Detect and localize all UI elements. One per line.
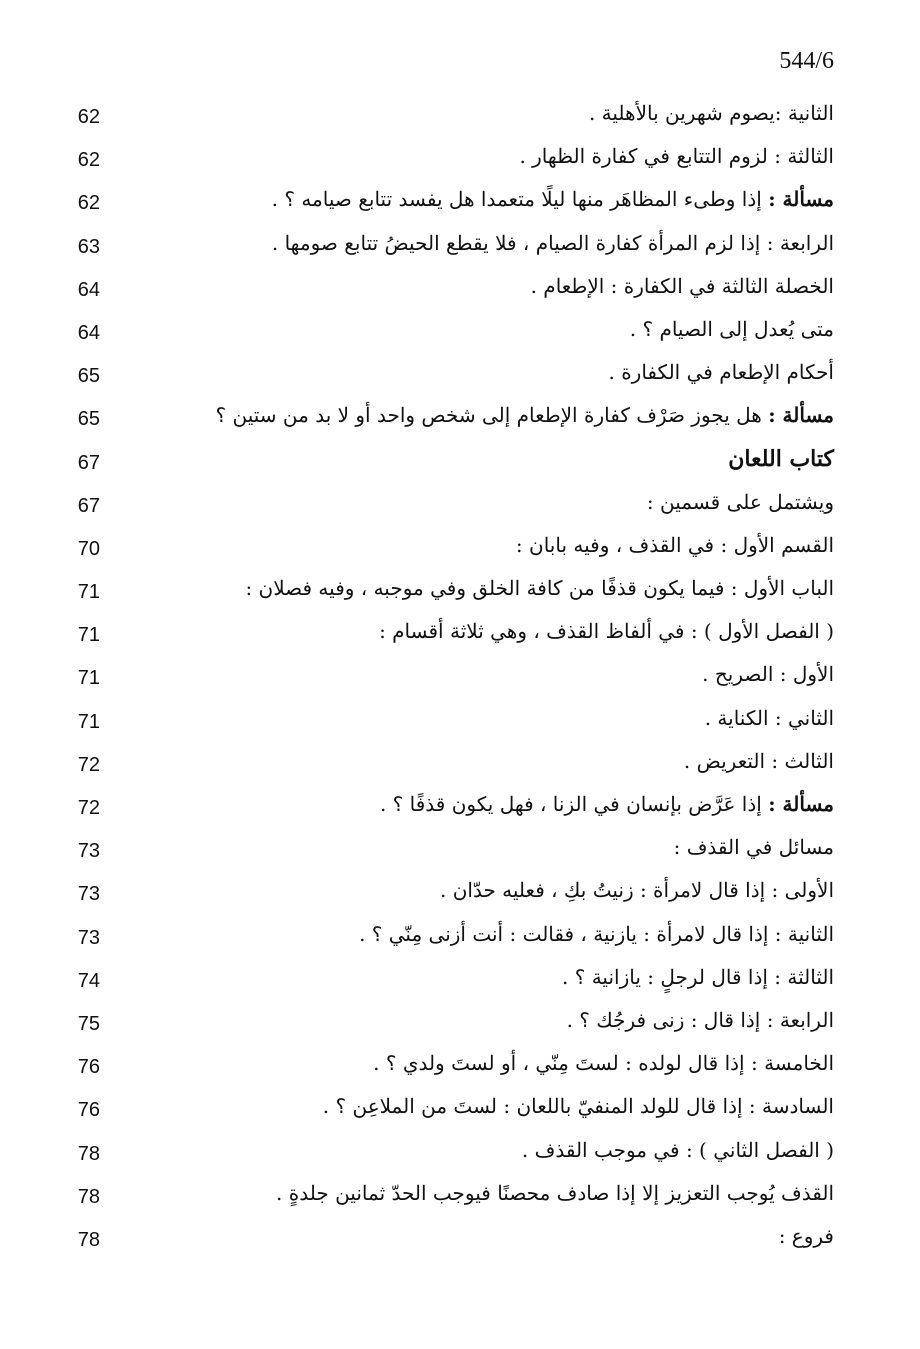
toc-entry: [0, 526, 920, 569]
toc-entry-title: الثانية : إذا قال لامرأة : يازنية ، فقالت : أنت أزنى مِنّي ؟ .: [359, 921, 834, 946]
toc-page-number: 76: [77, 1099, 100, 1122]
toc-entry-title: السادسة : إذا قال للولد المنفيّ باللعان : لستَ من الملاعِن ؟ .: [322, 1094, 834, 1119]
toc-page-number: 73: [77, 926, 100, 949]
toc-page-number: 72: [77, 797, 100, 819]
toc-entry-title: ( الفصل الثاني ) : في موجب القذف .: [521, 1137, 834, 1162]
toc-entry-title: الرابعة : إذا لزم المرأة كفارة الصيام ، فلا يقطع الحيضُ تتابع صومها .: [271, 230, 834, 255]
toc-entry-text: [276, 1178, 834, 1208]
toc-page-number: 63: [77, 235, 100, 258]
toc-entry-title: أحكام الإطعام في الكفارة .: [608, 360, 834, 385]
toc-entry-text: [779, 1221, 834, 1251]
toc-entry-title: إذا عَرَّض بإنسان في الزنا ، فهل يكون قذفًا ؟ .: [379, 792, 769, 816]
toc-entry-title: الباب الأول : فيما يكون قذفًا من كافة الخلق وفي موجبه ، وفيه فصلان :: [245, 576, 834, 601]
toc-page-number: 71: [77, 581, 100, 604]
toc-entry: [0, 1217, 920, 1260]
toc-entry: [0, 871, 920, 914]
toc-entry-text: [359, 919, 834, 949]
toc-entry-title: القسم الأول : في القذف ، وفيه بابان :: [515, 532, 834, 557]
toc-entry: [0, 1131, 920, 1174]
toc-page-number: 71: [77, 624, 100, 647]
toc-page-number: 78: [77, 1142, 100, 1165]
toc-entry-text: [379, 616, 834, 646]
toc-entry: [0, 612, 920, 655]
toc-entry: [0, 915, 920, 958]
toc-page-number: 67: [77, 451, 100, 474]
toc-entry-title: الثاني : الكناية .: [704, 705, 834, 730]
toc-entry: [0, 569, 920, 612]
toc-entry: [0, 137, 920, 180]
toc-page-number: 65: [77, 408, 100, 431]
toc-entry-text: [684, 746, 834, 776]
toc-entry-text: [323, 1091, 834, 1121]
toc-page-number: 65: [77, 365, 100, 388]
toc-page-number: 71: [77, 710, 100, 733]
toc-entry-title: الخصلة الثالثة في الكفارة : الإطعام .: [530, 273, 834, 298]
toc-section-heading: [728, 444, 834, 474]
toc-page-number: 62: [77, 192, 100, 215]
toc-entry-text: [272, 184, 834, 214]
toc-entry: [0, 267, 920, 310]
toc-entry: [0, 224, 920, 267]
toc-entry: [0, 94, 920, 137]
toc-entry-text: [373, 1048, 834, 1078]
toc-page-number: 73: [77, 883, 100, 906]
toc-entry: [0, 742, 920, 785]
toc-entry: [0, 1087, 920, 1130]
toc-entry-label: مسألة :: [768, 792, 834, 816]
toc-entry-title: الثالثة : لزوم التتابع في كفارة الظهار .: [519, 144, 834, 169]
toc-entry-text: [516, 530, 834, 560]
toc-entry-text: [519, 141, 834, 171]
toc-entry-title: فروع :: [778, 1223, 834, 1248]
toc-entry-title: القذف يُوجب التعزيز إلا إذا صادف محصنًا فيوجب الحدّ ثمانين جلدةٍ .: [276, 1180, 834, 1205]
toc-entry-text: [705, 703, 834, 733]
toc-page-number: 64: [77, 321, 100, 344]
toc-page-number: 71: [77, 667, 100, 690]
toc-entry-text: [567, 1005, 834, 1035]
toc-entry-title: الأولى : إذا قال لامرأة : زنيتُ بكِ ، فعليه حدّان .: [439, 878, 834, 903]
toc-entry-text: [608, 357, 834, 387]
toc-entry-text: [647, 487, 834, 517]
toc-entry: [0, 440, 920, 483]
toc-entry-text: [531, 271, 834, 301]
toc-entry: [0, 483, 920, 526]
toc-entry: [0, 958, 920, 1001]
toc-entry: [0, 699, 920, 742]
toc-entry: [0, 180, 920, 223]
toc-page-number: 76: [77, 1056, 100, 1079]
page-reference: 544/6: [779, 48, 834, 74]
toc-entry-text: [589, 98, 834, 128]
toc-page-number: 67: [77, 494, 100, 517]
toc-entry-text: [702, 659, 834, 689]
toc-entry: [0, 353, 920, 396]
toc-entry-text: [562, 962, 834, 992]
toc-entry-text: [380, 789, 834, 819]
toc-entry-text: [630, 314, 834, 344]
toc-entry-title: الثالثة : إذا قال لرجلٍ : يازانية ؟ .: [562, 964, 834, 989]
toc-page-number: 75: [77, 1012, 100, 1035]
toc-entry: [0, 655, 920, 698]
toc-entry-title: ( الفصل الأول ) : في ألفاظ القذف ، وهي ثلاثة أقسام :: [379, 619, 834, 644]
toc-entry-title: إذا وطىء المظاهَر منها ليلًا متعمدا هل يفسد تتابع صيامه ؟ .: [271, 187, 769, 212]
toc-page-number: 78: [77, 1185, 100, 1208]
toc-page-number: 72: [77, 753, 100, 776]
toc-entry-text: [440, 875, 834, 905]
table-of-contents: [0, 94, 920, 1260]
toc-entry-title: الثالث : التعريض .: [683, 748, 834, 773]
toc-page-number: 74: [77, 969, 100, 992]
toc-page-number: 70: [77, 537, 100, 560]
toc-entry-title: الثانية :يصوم شهرين بالأهلية .: [588, 101, 834, 125]
toc-page-number: 73: [77, 840, 100, 863]
toc-entry-title: هل يجوز صَرْف كفارة الإطعام إلى شخص واحد أو لا بد من ستين ؟: [215, 403, 769, 428]
toc-entry: [0, 396, 920, 439]
toc-entry-title: متى يُعدل إلى الصيام ؟ .: [629, 316, 834, 341]
toc-entry-title: الرابعة : إذا قال : زنى فرجُك ؟ .: [566, 1007, 834, 1032]
toc-entry: [0, 1001, 920, 1044]
toc-entry-text: [674, 832, 834, 862]
toc-entry: [0, 310, 920, 353]
toc-entry: [0, 785, 920, 828]
toc-entry-title: كتاب اللعان: [728, 445, 834, 472]
toc-page-number: 62: [77, 106, 100, 128]
toc-entry-title: مسائل في القذف :: [673, 835, 834, 860]
toc-entry-text: [216, 400, 834, 430]
toc-entry-title: الخامسة : إذا قال لولده : لستَ مِنّي ، أو لستَ ولدي ؟ .: [373, 1051, 834, 1076]
toc-entry-title: الأول : الصريح .: [702, 662, 834, 687]
toc-page-number: 64: [77, 278, 100, 301]
toc-entry-label: مسألة :: [768, 187, 834, 212]
toc-entry-label: مسألة :: [768, 403, 834, 428]
toc-entry-title: ويشتمل على قسمين :: [646, 489, 834, 514]
toc-entry: [0, 828, 920, 871]
toc-entry: [0, 1174, 920, 1217]
toc-entry-text: [272, 228, 834, 258]
toc-entry-text: [522, 1135, 834, 1165]
toc-entry-text: [245, 573, 834, 603]
toc-entry: [0, 1044, 920, 1087]
toc-page-number: 78: [77, 1228, 100, 1251]
toc-page-number: 62: [77, 149, 100, 172]
